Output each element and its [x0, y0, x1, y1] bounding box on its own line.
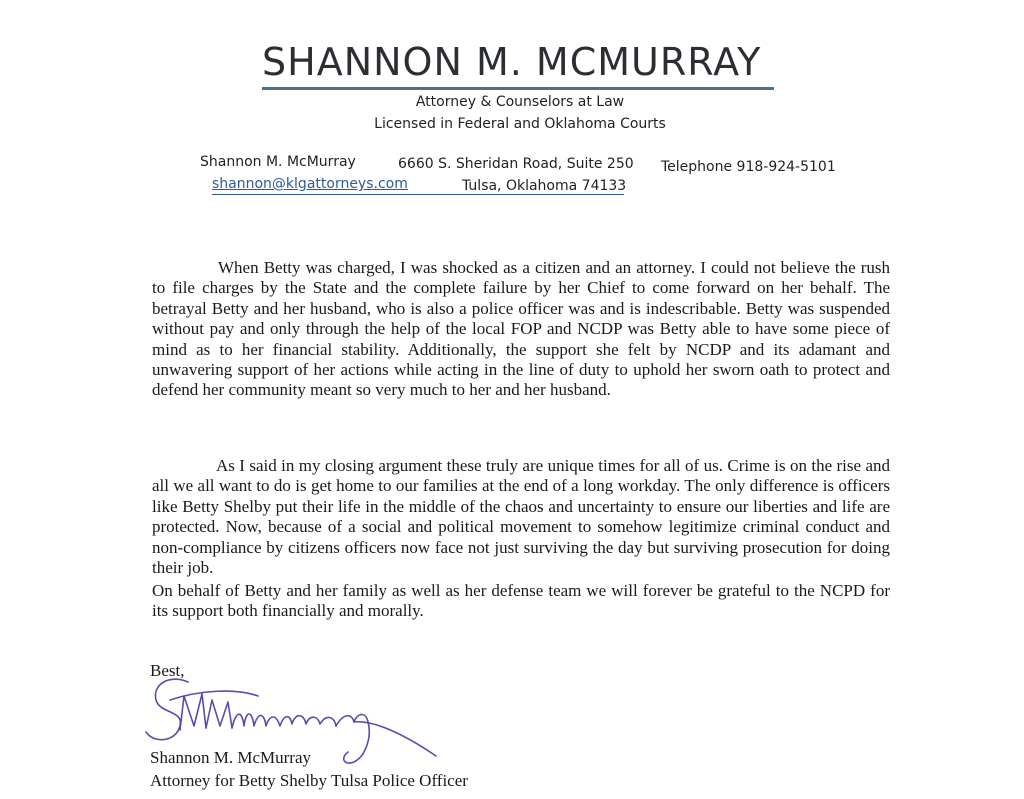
signer-title: Attorney for Betty Shelby Tulsa Police Officer	[150, 771, 468, 790]
letter-paragraph-3: On behalf of Betty and her family as well as her defense team we will forever be grateful to the NCPD for its support both financially and morally.	[152, 581, 890, 621]
contact-phone: Telephone 918-924-5101	[661, 159, 836, 175]
closing-salutation: Best,	[150, 661, 185, 680]
contact-city: Tulsa, Oklahoma 74133	[462, 178, 627, 194]
letter-paragraph-2: As I said in my closing argument these truly are unique times for all of us. Crime is on the rise and all we all want to do is get home to our families at the end of a long workday. The only difference is officers like Betty Shelby put their life in the middle of the chaos and uncertainty to ensure our liberties and life are protected. Now, because of a social and political movement to somehow legitimize criminal conduct and non-compliance by citizens officers now face not just surviving the day but surviving prosecution for doing their job.	[152, 456, 890, 578]
attorney-name-heading: SHANNON M. MCMURRAY	[262, 40, 762, 84]
firm-subtitle: Attorney & Counselors at Law	[415, 94, 625, 110]
contact-address: 6660 S. Sheridan Road, Suite 250	[398, 156, 634, 172]
contact-underline	[212, 194, 624, 195]
signer-name: Shannon M. McMurray	[150, 748, 312, 767]
heading-underline	[262, 87, 774, 90]
license-subtitle: Licensed in Federal and Oklahoma Courts	[374, 116, 666, 132]
letter-paragraph-1: When Betty was charged, I was shocked as a citizen and an attorney. I could not believe the rush to file charges by the State and the complete failure by her Chief to come forward on her behalf. The betrayal Betty and her husband, who is also a police officer was and is indescribable. Betty was suspended without pay and only through the help of the local FOP and NCDP was Betty able to have some piece of mind as to her financial stability. Additionally, the support she felt by NCDP and its adamant and unwavering support of her actions while acting in the line of duty to uphold her sworn oath to protect and defend her community meant so very much to her and her husband.	[152, 258, 890, 400]
contact-email-link[interactable]: shannon@klgattorneys.com	[212, 176, 408, 192]
contact-name: Shannon M. McMurray	[200, 154, 356, 170]
